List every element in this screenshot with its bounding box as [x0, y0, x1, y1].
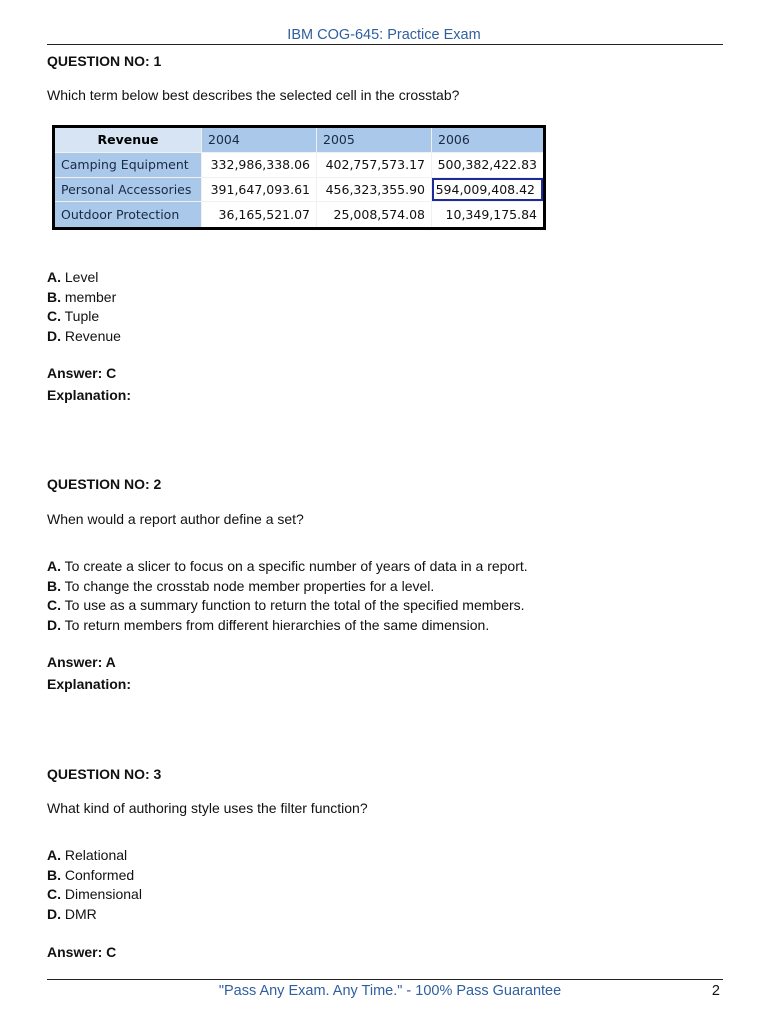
- header-title: IBM COG-645: Practice Exam: [287, 27, 481, 43]
- option-item: B. member: [47, 288, 117, 305]
- option-item: A. To create a slicer to focus on a specific number of years of data in a report.: [47, 558, 528, 574]
- question-2-heading: QUESTION NO: 2: [47, 476, 162, 492]
- crosstab-value-cell: 25,008,574.08: [317, 202, 431, 227]
- crosstab-value-cell: 402,757,573.17: [317, 153, 431, 177]
- crosstab-year-header: 2005: [317, 128, 431, 152]
- footer-rule: [47, 979, 723, 980]
- crosstab-value-cell: 456,323,355.90: [317, 178, 431, 201]
- question-3-text: What kind of authoring style uses the filter function?: [47, 800, 368, 816]
- option-item: C. Dimensional: [47, 886, 142, 903]
- question-2-options: [47, 557, 528, 636]
- option-item: B. To change the crosstab node member properties for a level.: [47, 577, 435, 594]
- question-2-text: When would a report author define a set?: [47, 511, 304, 527]
- crosstab-corner-label: Revenue: [55, 128, 201, 152]
- question-3-heading: QUESTION NO: 3: [47, 766, 162, 782]
- option-item: D. To return members from different hierarchies of the same dimension.: [47, 617, 490, 634]
- question-3-answer: Answer: C: [47, 944, 117, 960]
- crosstab-year-header: 2006: [432, 128, 543, 152]
- question-1-answer: Answer: C: [47, 365, 117, 381]
- option-item: C. Tuple: [47, 308, 100, 325]
- option-item: D. Revenue: [47, 328, 121, 345]
- question-1-text: Which term below best describes the selected cell in the crosstab?: [47, 87, 460, 103]
- page-number: 2: [711, 983, 720, 999]
- question-2-explanation-label: Explanation:: [47, 676, 132, 692]
- crosstab-table: [52, 125, 546, 230]
- footer-tagline: "Pass Any Exam. Any Time." - 100% Pass Guarantee: [218, 983, 562, 999]
- question-1-heading: QUESTION NO: 1: [47, 53, 162, 69]
- header-rule: [47, 44, 723, 45]
- crosstab-row-label: Camping Equipment: [55, 153, 201, 177]
- crosstab-year-header: 2004: [202, 128, 316, 152]
- option-item: C. To use as a summary function to return the total of the specified members.: [47, 597, 525, 614]
- crosstab-value-cell: 36,165,521.07: [202, 202, 316, 227]
- option-item: B. Conformed: [47, 866, 135, 883]
- option-item: A. Relational: [47, 847, 128, 863]
- crosstab-row-label: Personal Accessories: [55, 178, 201, 201]
- question-1-explanation-label: Explanation:: [47, 387, 132, 403]
- crosstab-value-cell: 332,986,338.06: [202, 153, 316, 177]
- question-3-options: [47, 846, 142, 925]
- crosstab-value-cell: 391,647,093.61: [202, 178, 316, 201]
- crosstab-row-label: Outdoor Protection: [55, 202, 201, 227]
- crosstab-value-cell: 500,382,422.83: [432, 153, 543, 177]
- crosstab-value-cell: 10,349,175.84: [432, 202, 543, 227]
- crosstab-selected-cell: 594,009,408.42: [432, 178, 543, 201]
- question-1-options: [47, 268, 121, 347]
- option-item: A. Level: [47, 269, 99, 285]
- option-item: D. DMR: [47, 906, 97, 923]
- question-2-answer: Answer: A: [47, 654, 116, 670]
